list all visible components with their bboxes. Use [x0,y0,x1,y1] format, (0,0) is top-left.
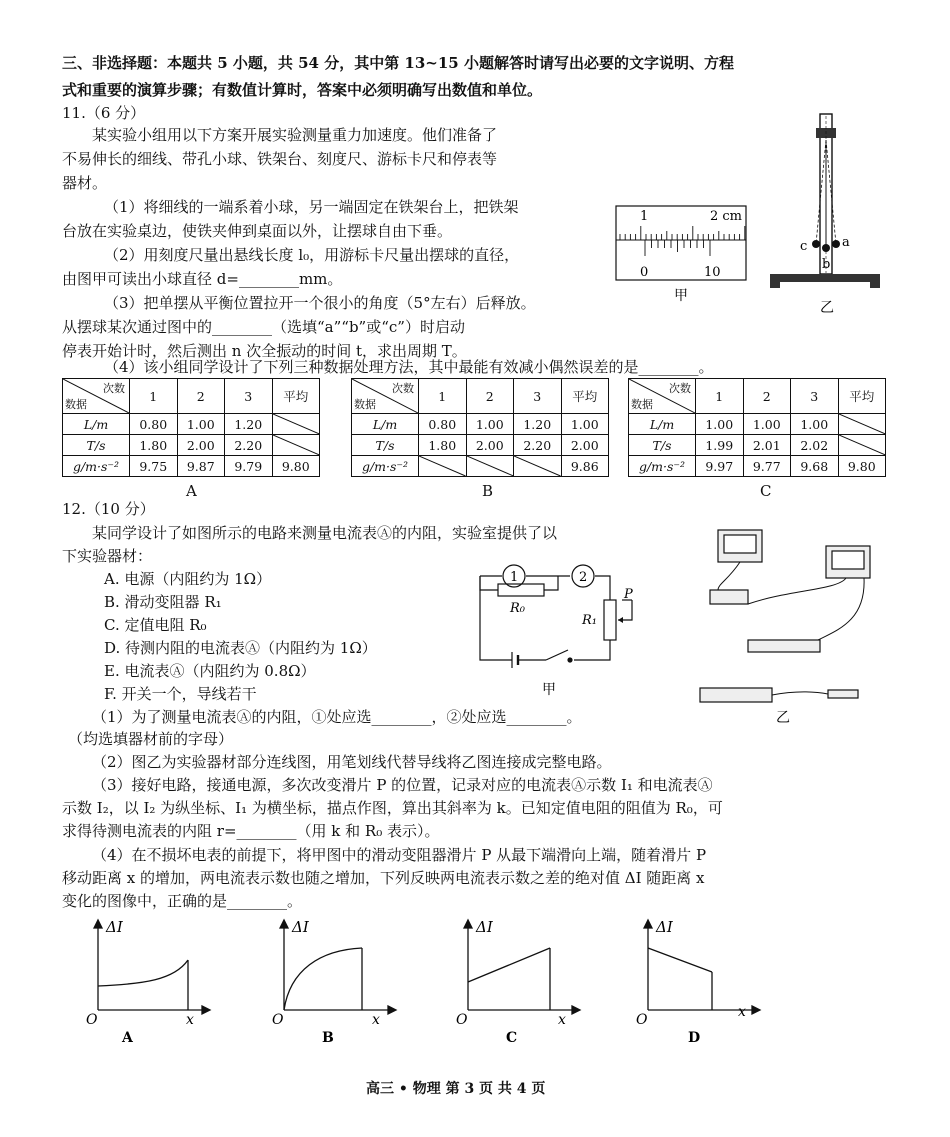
table-col-header: 2 [177,379,225,414]
table-cell: 9.97 [696,456,744,477]
graph-c-x-axis: x [558,1012,566,1028]
table-cell: 9.77 [743,456,791,477]
table-cell: 2.00 [561,435,609,456]
fig-jia-caption: 甲 [674,288,688,304]
meter-2-label: 2 [579,570,588,585]
r0-resistor [498,584,544,596]
q12-option-e: E. 电流表Ⓐ（内阻约为 0.8Ω） [104,662,316,680]
table-cell: 1.00 [466,414,514,435]
table-cell: 1.20 [514,414,562,435]
q12-p4-1: （4）在不损坏电表的前提下，将甲图中的滑动变阻器滑片 P 从最下端滑向上端，随着滑片 P [92,846,707,864]
table-cell: 0.80 [130,414,178,435]
graph-a-curve [98,960,188,986]
q12-number: 12.（10 分） [62,500,155,518]
table-row-label: L/m [63,414,130,435]
table-cell: 9.75 [130,456,178,477]
graph-c-label: C [506,1030,518,1046]
table-header-bottom: 数据 [65,398,87,411]
q11-p3-2: 从摆球某次通过图中的________（选填“a”“b”或“c”）时启动 [62,318,465,336]
table-row [629,456,886,477]
q12-p1-2: （均选填器材前的字母） [68,730,234,748]
pendulum-ball-a [832,240,840,248]
meter-1-label: 1 [510,570,519,585]
table-col-header: 1 [419,379,467,414]
table-row [63,435,320,456]
pendulum-ball-b [822,244,830,252]
caliper-label-2cm: 2 cm [710,209,743,224]
table-cell [272,435,320,456]
equipment-photo [688,520,888,730]
table-c-label: C [760,482,772,500]
table-row [352,414,609,435]
table-col-header: 2 [743,379,791,414]
q12-intro-1: 某同学设计了如图所示的电路来测量电流表Ⓐ的内阻，实验室提供了以 [92,524,558,542]
table-cell [466,456,514,477]
table-cell [838,414,886,435]
table-header-top: 次数 [392,382,414,395]
table-cell: 1.80 [419,435,467,456]
table-col-header: 2 [466,379,514,414]
table-cell: 2.00 [177,435,225,456]
pendulum-ball-c [812,240,820,248]
table-header-bottom: 数据 [631,398,653,411]
table-row [629,435,886,456]
table-cell: 0.80 [419,414,467,435]
table-cell: 1.00 [791,414,839,435]
table-col-header: 3 [791,379,839,414]
graph-b-y-axis: ΔI [292,918,309,936]
graph-b-curve [284,948,362,1010]
graph-a-x-axis: x [186,1012,194,1028]
q11-p3-3: 停表开始计时，然后测出 n 次全振动的时间 t，求出周期 T。 [62,342,467,360]
table-row [63,414,320,435]
switch-device [828,690,858,698]
table-row [63,456,320,477]
section-header-line1: 三、非选择题：本题共 5 小题，共 54 分，其中第 13~15 小题解答时请写出必要的文字说明、方程 [62,54,734,72]
graph-c-origin: O [456,1012,468,1028]
pendulum-label-c: c [800,239,808,254]
q12-p2: （2）图乙为实验器材部分连线图，用笔划线代替导线将乙图连接成完整电路。 [92,753,612,771]
table-col-header: 1 [696,379,744,414]
graph-d-line [648,948,712,972]
table-cell: 1.00 [743,414,791,435]
data-table-b [351,378,609,477]
pendulum-label-a: a [842,235,850,250]
caliper-label-0: 0 [640,265,649,280]
graph-c-y-axis: ΔI [476,918,493,936]
q12-p1-1: （1）为了测量电流表Ⓐ的内阻，①处应选________，②处应选________。 [92,708,582,726]
table-cell: 2.00 [466,435,514,456]
q12-intro-2: 下实验器材： [62,547,153,565]
q12-p3-3: 求得待测电流表的内阻 r=________（用 k 和 R₀ 表示）。 [62,822,440,840]
table-header-top: 次数 [669,382,691,395]
table-col-header: 平均 [838,379,886,414]
table-cell: 1.20 [225,414,273,435]
q11-p1-2: 台放在实验桌边，使铁夹伸到桌面以外，让摆球自由下垂。 [62,222,453,240]
table-cell: 2.01 [743,435,791,456]
table-cell: 1.00 [696,414,744,435]
graph-a-y-axis: ΔI [106,918,123,936]
q12-option-b: B. 滑动变阻器 R₁ [104,593,222,611]
table-row-label: g/m·s⁻² [352,456,419,477]
section-header-line2: 式和重要的演算步骤；有数值计算时，答案中必须明确写出数值和单位。 [62,81,543,99]
table-cell: 1.80 [130,435,178,456]
table-cell: 9.68 [791,456,839,477]
table-cell: 9.86 [561,456,609,477]
table-header-cell [629,379,696,414]
graph-c [454,912,584,1046]
q11-intro-3: 器材。 [62,174,108,192]
table-row-label: T/s [352,435,419,456]
q11-p1-1: （1）将细线的一端系着小球，另一端固定在铁架台上，把铁架 [104,198,519,216]
table-cell [272,414,320,435]
table-cell [838,435,886,456]
table-cell: 9.87 [177,456,225,477]
table-a-label: A [186,482,197,500]
fig-yi-caption: 乙 [820,300,834,316]
table-header-bottom: 数据 [354,398,376,411]
graph-d [634,912,764,1046]
table-cell: 2.20 [514,435,562,456]
table-row-label: g/m·s⁻² [629,456,696,477]
table-cell: 2.20 [225,435,273,456]
graph-c-line [468,948,550,982]
table-header-cell [352,379,419,414]
q11-intro-2: 不易伸长的细线、带孔小球、铁架台、刻度尺、游标卡尺和停表等 [62,150,498,168]
table-col-header: 3 [225,379,273,414]
graph-d-y-axis: ΔI [656,918,673,936]
table-cell: 9.79 [225,456,273,477]
q11-p2-2: 由图甲可读出小球直径 d=________mm。 [62,270,343,288]
table-cell: 1.99 [696,435,744,456]
table-cell: 9.80 [272,456,320,477]
r1-label: R₁ [582,613,597,628]
slider-p-label: P [624,587,633,602]
vernier-caliper-figure [612,204,752,304]
table-row [352,435,609,456]
q12-p4-2: 移动距离 x 的增加，两电流表示数也随之增加，下列反映两电流表示数之差的绝对值 ΔI 随距离 x [62,869,705,887]
q12-p4-3: 变化的图像中，正确的是________。 [62,892,303,910]
table-row-label: T/s [63,435,130,456]
q12-option-a: A. 电源（内阻约为 1Ω） [104,570,272,588]
graph-b-label: B [322,1030,334,1046]
q11-number: 11.（6 分） [62,104,146,122]
table-row-label: L/m [352,414,419,435]
table-cell [514,456,562,477]
graph-a [84,912,214,1046]
circuit-diagram [466,552,656,702]
q11-intro-1: 某实验小组用以下方案开展实验测量重力加速度。他们准备了 [92,126,498,144]
photo-caption: 乙 [776,710,790,726]
table-row-label: L/m [629,414,696,435]
graph-d-x-axis: x [738,1004,746,1020]
table-cell [419,456,467,477]
graph-d-label: D [688,1030,701,1046]
table-cell: 2.02 [791,435,839,456]
battery-device [710,590,748,604]
graph-b-origin: O [272,1012,284,1028]
q12-p3-1: （3）接好电路，接通电源，多次改变滑片 P 的位置，记录对应的电流表Ⓐ示数 I₁ 和电流表Ⓐ [92,776,713,794]
table-header-top: 次数 [103,382,125,395]
table-cell: 1.00 [561,414,609,435]
q11-p4: （4）该小组同学设计了下列三种数据处理方法，其中最能有效减小偶然误差的是________。 [104,358,714,376]
q12-option-c: C. 定值电阻 R₀ [104,616,207,634]
table-col-header: 平均 [272,379,320,414]
graph-a-origin: O [86,1012,98,1028]
pendulum-stand-figure [762,108,892,318]
data-table-c [628,378,886,477]
table-col-header: 1 [130,379,178,414]
r1-rheostat [604,600,616,640]
graph-a-label: A [122,1030,133,1046]
table-cell: 1.00 [177,414,225,435]
table-row-label: T/s [629,435,696,456]
page-footer: 高三 • 物理 第 3 页 共 4 页 [366,1081,546,1097]
table-b-label: B [482,482,494,500]
data-table-a [62,378,320,477]
pendulum-label-b: b [822,257,831,272]
q12-p3-2: 示数 I₂，以 I₂ 为纵坐标、I₁ 为横坐标，描点作图，算出其斜率为 k。已知定值电阻的阻值为 R₀，可 [62,799,723,817]
graph-d-origin: O [636,1012,648,1028]
table-cell: 9.80 [838,456,886,477]
circuit-caption: 甲 [542,682,556,698]
rheostat-device [748,640,820,652]
graph-b [270,912,400,1046]
table-row [629,414,886,435]
table-row [352,456,609,477]
table-col-header: 3 [514,379,562,414]
q12-option-d: D. 待测内阻的电流表Ⓐ（内阻约为 1Ω） [104,639,377,657]
q11-p2-1: （2）用刻度尺量出悬线长度 l₀，用游标卡尺量出摆球的直径， [104,246,520,264]
graph-b-x-axis: x [372,1012,380,1028]
resistor-device [700,688,772,702]
caliper-label-1: 1 [640,209,649,224]
table-row-label: g/m·s⁻² [63,456,130,477]
table-header-cell [63,379,130,414]
q12-option-f: F. 开关一个，导线若干 [104,685,257,703]
q11-p3-1: （3）把单摆从平衡位置拉开一个很小的角度（5°左右）后释放。 [104,294,536,312]
table-col-header: 平均 [561,379,609,414]
caliper-label-10: 10 [704,265,721,280]
r0-label: R₀ [510,601,525,616]
